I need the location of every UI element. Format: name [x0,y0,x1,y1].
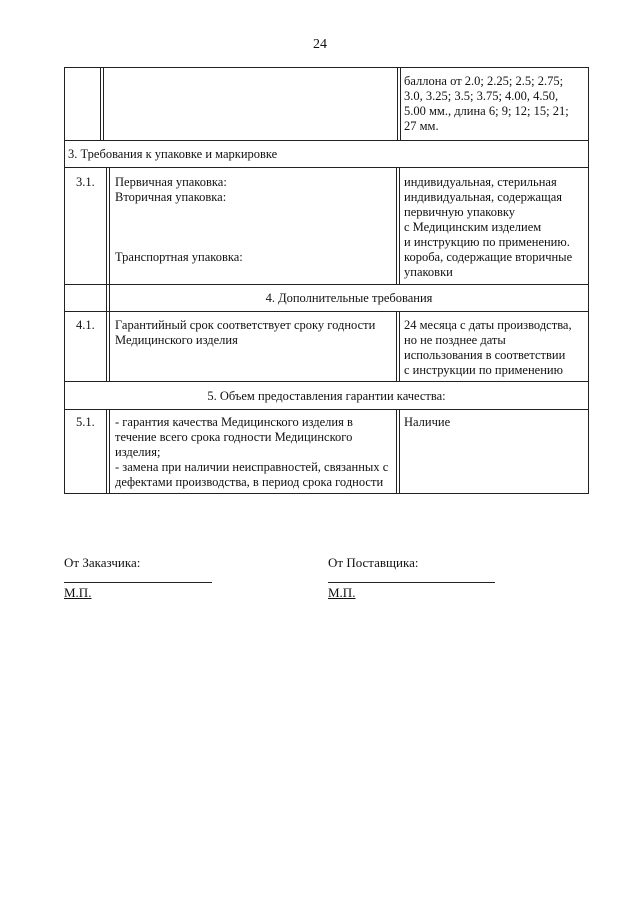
row-3-1-transport-label: Транспортная упаковка: [115,250,243,264]
table-rule [106,167,107,284]
row-4-1-number: 4.1. [76,318,95,332]
table-rule [397,67,398,140]
table-rule [100,67,101,140]
table-rule [396,311,397,381]
table-rule [64,493,589,494]
row-4-1-value: 24 месяца с даты производства, но не позднее даты использования в соответствии с инструкции по применению [404,318,572,377]
row-5-1-label: - гарантия качества Медицинского изделия в течение всего срока годности Медицинского изделия; - замена при наличии неисправностей, связанных с дефектами производства, в период срока годности [115,415,389,489]
row-3-1-primary-label: Первичная упаковка: [115,175,227,189]
table-rule [64,67,589,68]
table-rule [64,67,65,494]
table-rule [400,67,401,140]
continuation-value: баллона от 2.0; 2.25; 2.5; 2.75; 3.0, 3.25; 3.5; 3.75; 4.00, 4.50, 5.00 мм., длина 6; 9; 12; 15; 21; 27 мм. [404,74,569,133]
table-rule [399,167,400,284]
supplier-stamp: М.П. [328,585,356,600]
customer-title: От Заказчика: [64,555,141,570]
table-rule [109,409,110,493]
table-rule [64,381,589,382]
supplier-signature-line [328,582,495,583]
table-rule [64,284,589,285]
table-rule [106,284,107,311]
table-rule [399,311,400,381]
table-rule [103,67,104,140]
page-number: 24 [313,37,327,52]
customer-signature-line [64,582,212,583]
supplier-title: От Поставщика: [328,555,419,570]
section-3-header: 3. Требования к упаковке и маркировке [68,147,278,161]
table-rule [109,311,110,381]
section-4-header: 4. Дополнительные требования [265,291,433,305]
row-3-1-value: индивидуальная, стерильная индивидуальная, содержащая первичную упаковку с Медицинским изделием и инструкцию по применению. короба, содержащие вторичные упаковки [404,175,573,279]
table-rule [106,409,107,493]
table-rule [588,67,589,494]
row-3-1-secondary-label: Вторичная упаковка: [115,190,227,204]
row-5-1-value: Наличие [404,415,451,429]
table-rule [64,311,589,312]
row-5-1-number: 5.1. [76,415,95,429]
table-rule [106,311,107,381]
table-rule [64,140,589,141]
table-rule [64,409,589,410]
row-3-1-number: 3.1. [76,175,95,189]
customer-stamp: М.П. [64,585,92,600]
section-5-header: 5. Объем предоставления гарантии качества: [207,389,446,403]
table-rule [396,167,397,284]
table-rule [109,167,110,284]
table-rule [399,409,400,493]
table-rule [64,167,589,168]
row-4-1-label: Гарантийный срок соответствует сроку годности Медицинского изделия [115,318,376,347]
